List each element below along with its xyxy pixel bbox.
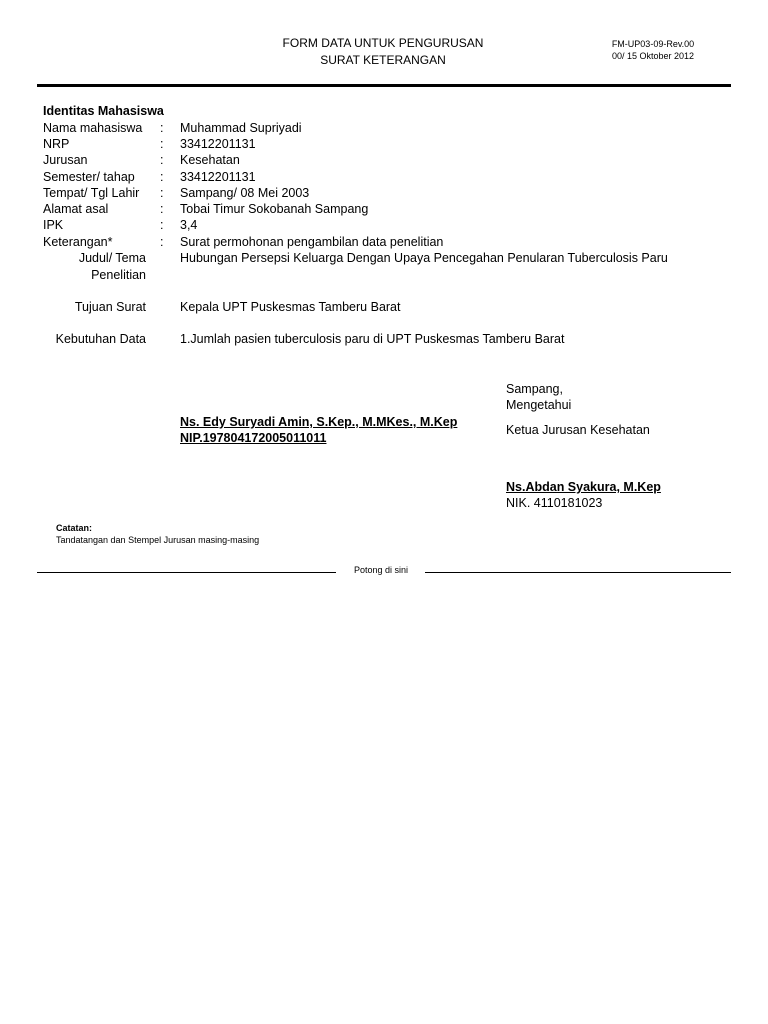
cut-line-right (425, 572, 731, 573)
field-value-nrp: 33412201131 (180, 137, 256, 151)
cut-text: Potong di sini (353, 565, 409, 575)
kebutuhan-label: Kebutuhan Data (55, 332, 146, 346)
sign-left-name: Ns. Edy Suryadi Amin, S.Kep., M.MKes., M.Kep (180, 415, 458, 429)
field-value-nama: Muhammad Supriyadi (180, 121, 302, 135)
section-title: Identitas Mahasiswa (43, 104, 164, 118)
cut-line-left (37, 572, 336, 573)
field-colon: : (160, 186, 164, 200)
form-title-line2: SURAT KETERANGAN (320, 53, 446, 67)
field-label-ipk: IPK (43, 218, 64, 232)
sign-left-nip: NIP.197804172005011011 (180, 431, 327, 445)
header-divider (37, 84, 731, 87)
tujuan-value: Kepala UPT Puskesmas Tamberu Barat (180, 300, 401, 314)
judul-value: Hubungan Persepsi Keluarga Dengan Upaya Pencegahan Penularan Tuberculosis Paru (180, 251, 668, 265)
form-code: FM-UP03-09-Rev.00 (611, 39, 695, 49)
field-value-alamat: Tobai Timur Sokobanah Sampang (180, 202, 369, 216)
form-date: 00/ 15 Oktober 2012 (611, 51, 695, 61)
field-value-jurusan: Kesehatan (180, 153, 240, 167)
field-colon: : (160, 170, 164, 184)
field-colon: : (160, 202, 164, 216)
field-label-jurusan: Jurusan (43, 153, 88, 167)
field-value-semester: 33412201131 (180, 170, 256, 184)
field-value-ipk: 3,4 (180, 218, 198, 232)
field-colon: : (160, 235, 164, 249)
judul-label-line1: Judul/ Tema (78, 251, 146, 265)
sign-right-name: Ns.Abdan Syakura, M.Kep (506, 480, 661, 494)
tujuan-label: Tujuan Surat (74, 300, 146, 314)
sign-acknowledge: Mengetahui (506, 398, 572, 412)
field-colon: : (160, 218, 164, 232)
form-title-line1: FORM DATA UNTUK PENGURUSAN (282, 36, 484, 50)
field-label-ttl: Tempat/ Tgl Lahir (43, 186, 140, 200)
field-label-nrp: NRP (43, 137, 70, 151)
field-label-keterangan: Keterangan* (43, 235, 113, 249)
field-label-semester: Semester/ tahap (43, 170, 135, 184)
field-label-alamat: Alamat asal (43, 202, 109, 216)
field-value-keterangan: Surat permohonan pengambilan data penelitian (180, 235, 444, 249)
field-colon: : (160, 137, 164, 151)
notes-text: Tandatangan dan Stempel Jurusan masing-masing (56, 535, 260, 545)
sign-right-nik: NIK. 4110181023 (506, 496, 603, 510)
field-colon: : (160, 153, 164, 167)
sign-place: Sampang, (506, 382, 563, 396)
field-label-nama: Nama mahasiswa (43, 121, 143, 135)
kebutuhan-value: 1.Jumlah pasien tuberculosis paru di UPT Puskesmas Tamberu Barat (180, 332, 565, 346)
field-colon: : (160, 121, 164, 135)
notes-title: Catatan: (56, 523, 93, 533)
field-value-ttl: Sampang/ 08 Mei 2003 (180, 186, 310, 200)
sign-position: Ketua Jurusan Kesehatan (506, 423, 650, 437)
judul-label-line2: Penelitian (91, 268, 146, 282)
